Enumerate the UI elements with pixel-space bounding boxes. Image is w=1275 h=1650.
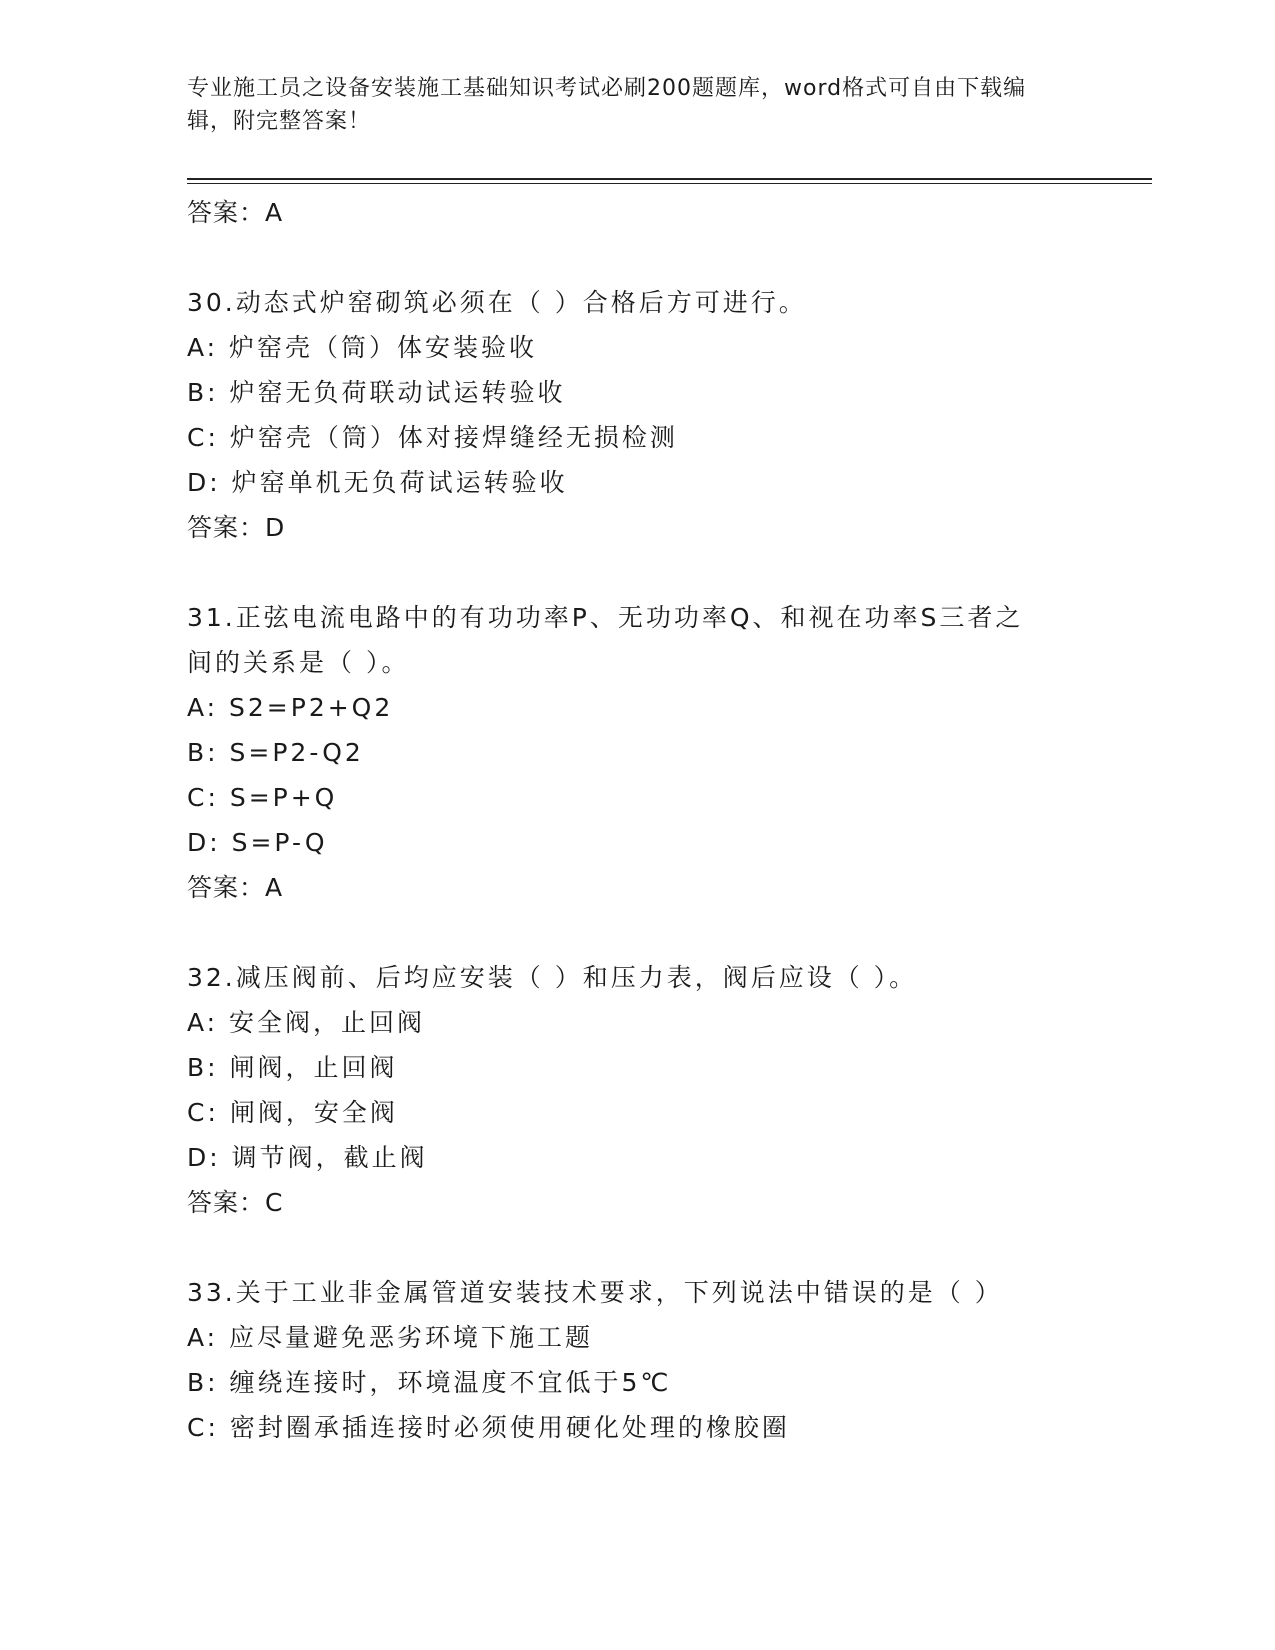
option-b: B: 炉窑无负荷联动试运转验收 [187, 378, 566, 407]
question-text: 30.动态式炉窑砌筑必须在（ ）合格后方可进行。 [187, 288, 807, 317]
header-divider-thick [187, 178, 1152, 180]
answer-line: 答案：A [187, 198, 284, 227]
question-list [187, 190, 1087, 1450]
option-c: C: 闸阀，安全阀 [187, 1098, 398, 1127]
option-b: B: 缠绕连接时，环境温度不宜低于5℃ [187, 1368, 672, 1397]
answer-line: 答案：D [187, 513, 286, 542]
option-a: A: 安全阀，止回阀 [187, 1008, 426, 1037]
option-b: B: 闸阀，止回阀 [187, 1053, 398, 1082]
answer-line: 答案：C [187, 1188, 284, 1217]
question-text-line-2: 间的关系是（ ）。 [187, 648, 410, 677]
option-a: A: 炉窑壳（筒）体安装验收 [187, 333, 538, 362]
question-text-line-1: 31.正弦电流电路中的有功功率P、无功功率Q、和视在功率S三者之 [187, 603, 1024, 632]
option-c: C: 炉窑壳（筒）体对接焊缝经无损检测 [187, 423, 678, 452]
option-c: C: S=P+Q [187, 783, 338, 812]
header-title: 专业施工员之设备安装施工基础知识考试必刷200题题库，word格式可自由下载编辑，附完整答案！ [187, 76, 1027, 134]
question-text: 33.关于工业非金属管道安装技术要求，下列说法中错误的是（ ） [187, 1278, 1003, 1307]
option-a: A: 应尽量避免恶劣环境下施工题 [187, 1323, 594, 1352]
header-divider-thin [187, 183, 1152, 184]
option-a: A: S2=P2+Q2 [187, 693, 394, 722]
option-b: B: S=P2-Q2 [187, 738, 364, 767]
option-c: C: 密封圈承插连接时必须使用硬化处理的橡胶圈 [187, 1413, 790, 1442]
answer-line: 答案：A [187, 873, 284, 902]
question-32 [187, 955, 1087, 1225]
option-d: D: 调节阀，截止阀 [187, 1143, 428, 1172]
option-d: D: S=P-Q [187, 828, 328, 857]
option-d: D: 炉窑单机无负荷试运转验收 [187, 468, 568, 497]
question-33 [187, 1270, 1087, 1450]
question-31 [187, 595, 1087, 910]
question-30 [187, 280, 1087, 550]
question-text: 32.减压阀前、后均应安装（ ）和压力表，阀后应设（ ）。 [187, 963, 918, 992]
document-header [187, 72, 1067, 138]
